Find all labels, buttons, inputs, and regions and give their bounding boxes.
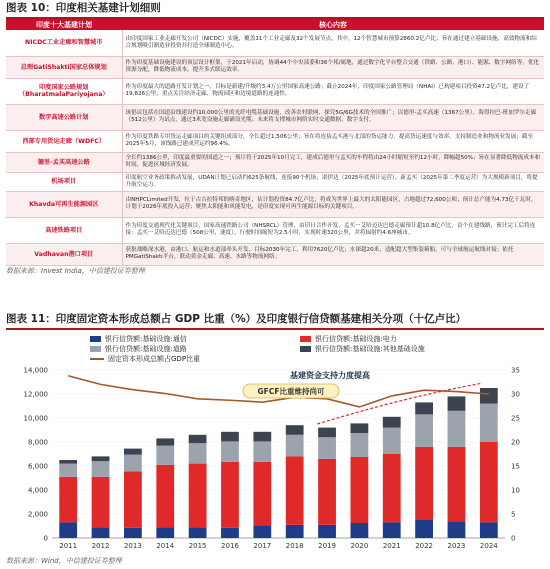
bar-segment	[59, 460, 77, 464]
plan-content: 作为印度基础设施建设的顶层设计框架，于2021年启动，协调44个中央部委和36个邦/属地，通过数字化平台整合交通（铁路、公路、港口）、能源、数字网络等，优化资源分配，降低物流成本，提升多式联运效率。	[122, 56, 544, 78]
bar-segment	[480, 522, 498, 538]
y-right-tick-label: 25	[511, 414, 520, 423]
figure-10-title: 图表 10：印度相关基建计划细则	[6, 0, 544, 19]
y-left-tick-label: 4,000	[27, 486, 48, 495]
x-tick-label: 2021	[382, 542, 401, 550]
plan-name: 机场项目	[6, 172, 122, 191]
table-row	[6, 130, 544, 152]
plan-content: 该倡议包括在国道沿线建设约10,000公里的光纤电缆基础设施，改善农村联网，探究5G/6G技术的全国推广；以德里-孟买高速（1367公里）、海得拉巴-班加罗尔走廊（512公里）为试点，通过3米宽设施走廊铺设光缆；未来将支撑城市网络实时交通数据、数字支付。	[122, 104, 544, 130]
bar-segment	[253, 525, 271, 538]
plan-content: 作为印度交通现代化关键项目，国家高速铁路公司（NHSRCL）管理，由印日合作开发，孟买一艾哈迈达巴德走廊预计超10.8亿卢比，首个在建线路，预计完工后将连接：孟买一艾哈迈达巴德（508公里，速度），行驶时间缩短为2.5小时，实现时速320公里，并将辐射约4.6座城市。	[122, 217, 544, 243]
x-tick-label: 2022	[415, 542, 434, 550]
bar-segment	[448, 447, 466, 521]
figure-10-source: 数据来源：Invest India，中信建投证券整理	[6, 267, 145, 275]
bar-segment	[189, 527, 207, 538]
y-right-tick-label: 20	[511, 438, 520, 447]
bar-segment	[124, 471, 142, 527]
legend-item-other: 银行信贷额:基础设施:其他基础设施	[300, 344, 425, 354]
figure-11-title: 图表 11：印度固定资本形成总额占 GDP 比重（%）及印度银行信贷额基建相关分项（十亿卢比）	[6, 311, 544, 330]
bar-segment	[124, 528, 142, 538]
bar-segment	[318, 437, 336, 459]
legend-item-power: 银行信贷额:基础设施:电力	[300, 334, 397, 344]
bar-segment	[448, 411, 466, 447]
annotation-gfcf: GFCF比重维持尚可	[257, 387, 325, 396]
bar-segment	[318, 459, 336, 525]
x-tick-label: 2015	[188, 542, 207, 550]
plan-content: 由NHPCLimited开发，位于古吉拉特邦的喀奇地区，佔计划投资84.7亿卢比，将成为世界上最大的太阳能园区，占地超过72,600公顷；预计总产能为4.73亿千瓦时，计划于2026年底投入运营；聚焦太阳能和风能发电，是印度实现可再生能源目标的关键项目。	[122, 191, 544, 217]
bar-segment	[286, 425, 304, 435]
plan-content: 作为印度铁路专用货运走廊项目的关键组成部分，全长超过1,506公里；旨在将连接孟买港与北部的货运能力，提高货运速度与效率，支持制造业和物流业发展；截至2025年5月，该线路已建成营运约96.4%。	[122, 130, 544, 152]
plan-name: 总理GatiShakti国家总体规划	[6, 56, 122, 78]
bar-segment	[350, 423, 368, 433]
legend-item-roads: 银行信贷额:基础设施:道路	[90, 344, 187, 354]
legend-item-gfcf: 固定资本形成总额占GDP比重	[90, 354, 200, 364]
bar-segment	[415, 402, 433, 414]
x-tick-label: 2013	[123, 542, 142, 550]
table-row	[6, 172, 544, 191]
x-tick-label: 2016	[221, 542, 239, 550]
x-tick-label: 2014	[156, 542, 175, 550]
bar-segment	[350, 457, 368, 523]
x-tick-label: 2024	[479, 542, 498, 550]
x-tick-label: 2012	[91, 542, 110, 550]
y-right-tick-label: 35	[511, 366, 520, 375]
table-row	[6, 243, 544, 265]
bar-segment	[286, 456, 304, 524]
gfcf-credit-chart	[0, 360, 550, 555]
plan-name: Khavda可再生能源园区	[6, 191, 122, 217]
bar-segment	[286, 435, 304, 457]
bar-segment	[92, 477, 110, 527]
bar-segment	[253, 432, 271, 442]
bar-segment	[92, 527, 110, 538]
bar-segment	[189, 443, 207, 463]
table-row	[6, 30, 544, 56]
plan-content: 由印度国家工业走廊开发公司（NICDC）实施，覆盖11个工业走廊及32个发展节点，其中，12个智慧城市预算2860.2亿卢比；旨在通过建立基础设施、高效物流和综合规划吸引制造业投资并打造全球制造中心。	[122, 30, 544, 56]
bar-segment	[189, 464, 207, 528]
x-tick-label: 2019	[318, 542, 336, 550]
plan-name: NICDC工业走廊和智慧城市	[6, 30, 122, 56]
bar-segment	[156, 527, 174, 538]
x-tick-label: 2017	[253, 542, 272, 550]
y-left-tick-label: 2,000	[27, 510, 48, 519]
plan-name: 印度国家公路规划（BharatmalaPariyojana）	[6, 78, 122, 104]
y-left-tick-label: 14,000	[23, 366, 48, 375]
y-right-tick-label: 10	[511, 486, 520, 495]
bar-segment	[92, 456, 110, 461]
bar-segment	[383, 454, 401, 522]
header-plan: 印度十大基建计划	[6, 19, 122, 30]
bar-segment	[448, 396, 466, 410]
table-row	[6, 78, 544, 104]
y-left-tick-label: 0	[43, 534, 48, 543]
y-right-tick-label: 30	[511, 390, 520, 399]
y-right-tick-label: 0	[511, 534, 516, 543]
plan-name: 高速铁路项目	[6, 217, 122, 243]
bar-segment	[156, 446, 174, 465]
bar-segment	[318, 428, 336, 438]
bar-segment	[415, 447, 433, 520]
bar-segment	[383, 417, 401, 428]
y-right-tick-label: 15	[511, 462, 520, 471]
bar-segment	[253, 441, 271, 461]
bar-segment	[124, 449, 142, 455]
plan-name: 数字高速公路计划	[6, 104, 122, 130]
bar-segment	[350, 523, 368, 538]
table-row	[6, 104, 544, 130]
bar-segment	[59, 522, 77, 538]
bar-segment	[480, 404, 498, 442]
plan-content: 印度航空业务政策推动发展，UDAN计划已启动约625条航线，连接90个机场；诺伊达（2025年底预计运营）、新孟买（2025年第二季度运营）为大规模新项目，将提升航空运力。	[122, 172, 544, 191]
bar-segment	[253, 462, 271, 526]
annotation-funding: 基建资金支持力度提高	[290, 371, 370, 380]
bar-segment	[189, 435, 207, 443]
header-content: 核心内容	[122, 19, 544, 30]
bar-segment	[156, 465, 174, 527]
bar-segment	[286, 525, 304, 538]
legend-item-telecom: 银行信贷额:基础设施:通信	[90, 334, 187, 344]
bar-segment	[318, 525, 336, 538]
x-tick-label: 2011	[59, 542, 78, 550]
bar-segment	[221, 432, 239, 442]
x-tick-label: 2018	[285, 542, 304, 550]
table-row	[6, 217, 544, 243]
y-left-tick-label: 6,000	[27, 462, 48, 471]
infrastructure-plan-table	[6, 19, 544, 266]
bar-segment	[156, 438, 174, 445]
plan-name: 德里-孟买高速公路	[6, 152, 122, 172]
bar-segment	[350, 433, 368, 457]
y-right-tick-label: 5	[511, 510, 516, 519]
plan-name: 西部专用货运走廊（WDFC）	[6, 130, 122, 152]
bar-segment	[415, 520, 433, 538]
bar-segment	[124, 455, 142, 472]
y-left-tick-label: 8,000	[27, 438, 48, 447]
bar-segment	[480, 388, 498, 404]
bar-segment	[221, 528, 239, 538]
bar-segment	[415, 414, 433, 446]
bar-segment	[383, 522, 401, 538]
plan-content: 获批战略深水港，由港口、航运和水道部牵头开发，目标2030年完工，利用7620亿卢比；水深超20米，适配超大型集装箱船，可与全球航运航线对接；依托PMGatiShakti平台，联动黄金走廊、高速、水路等物流网络。	[122, 243, 544, 265]
plan-content: 作为印度最大的道路开发计划之一，目标是新建/升级约3.4万公里国家高速公路；截止2024年，印度国家公路管理局（NHAI）已构建项目投资47.2亿卢比，建设了19,826公里；重点关注经济走廊、物流园区和边境道路的连通性。	[122, 78, 544, 104]
plan-name: Vadhavan港口项目	[6, 243, 122, 265]
bar-segment	[448, 521, 466, 538]
x-tick-label: 2020	[350, 542, 369, 550]
table-row	[6, 56, 544, 78]
bar-segment	[480, 442, 498, 522]
bar-segment	[383, 428, 401, 454]
bar-segment	[221, 462, 239, 528]
figure-11-source: 数据来源：Wind，中信建投证券整理	[6, 557, 122, 565]
y-left-tick-label: 10,000	[23, 414, 48, 423]
bar-segment	[92, 461, 110, 477]
x-tick-label: 2023	[447, 542, 466, 550]
bar-segment	[59, 464, 77, 477]
y-left-tick-label: 12,000	[23, 390, 48, 399]
plan-content: 全长约1386公里，印度最重要的国道之一；预计将于2025年10月完工，建成后德里与孟买的车程将由24小时缩短至约12小时，降幅超50%；旨在显著降低物流成本和时间，促进区域经济发展。	[122, 152, 544, 172]
table-row	[6, 152, 544, 172]
table-row	[6, 191, 544, 217]
bar-segment	[59, 477, 77, 523]
bar-segment	[221, 441, 239, 461]
table-header-row	[6, 19, 544, 30]
